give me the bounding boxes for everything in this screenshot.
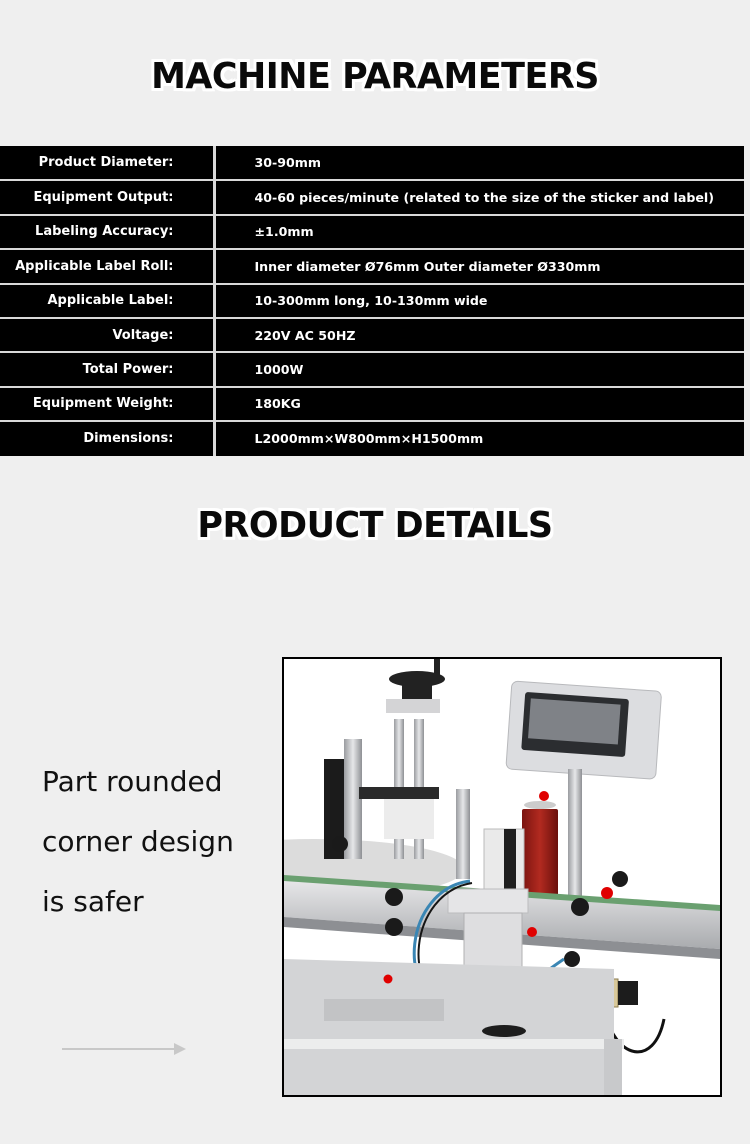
machine-parameters-title: MACHINE PARAMETERS [151, 56, 599, 97]
table-row [0, 387, 744, 421]
param-label: Equipment Output: [0, 180, 214, 214]
param-value: ±1.0mm [214, 215, 744, 249]
table-row [0, 421, 744, 455]
caption-line: corner design [42, 825, 234, 858]
param-value: L2000mm×W800mm×H1500mm [214, 421, 744, 455]
parameters-table [0, 146, 744, 456]
table-row [0, 249, 744, 283]
detail-caption [42, 752, 234, 932]
param-value: 180KG [214, 387, 744, 421]
table-row [0, 180, 744, 214]
table-row [0, 284, 744, 318]
param-value: 10-300mm long, 10-130mm wide [214, 284, 744, 318]
param-value: 220V AC 50HZ [214, 318, 744, 352]
param-value: 40-60 pieces/minute (related to the size of the sticker and label) [214, 180, 744, 214]
param-label: Voltage: [0, 318, 214, 352]
touch-screen-panel [506, 681, 662, 779]
param-label: Total Power: [0, 352, 214, 386]
param-label: Labeling Accuracy: [0, 215, 214, 249]
param-label: Dimensions: [0, 421, 214, 455]
param-label: Product Diameter: [0, 146, 214, 180]
param-value: Inner diameter Ø76mm Outer diameter Ø330mm [214, 249, 744, 283]
table-row [0, 146, 744, 180]
caption-line: is safer [42, 885, 144, 918]
param-label: Applicable Label Roll: [0, 249, 214, 283]
labeling-machine-illustration [284, 659, 720, 1095]
caption-line: Part rounded [42, 765, 223, 798]
param-label: Equipment Weight: [0, 387, 214, 421]
table-row [0, 318, 744, 352]
table-row [0, 352, 744, 386]
arrow-right-icon [62, 1043, 186, 1055]
table-row [0, 215, 744, 249]
param-label: Applicable Label: [0, 284, 214, 318]
param-value: 30-90mm [254, 155, 322, 171]
product-details-title: PRODUCT DETAILS [197, 505, 553, 546]
param-value: 1000W [214, 352, 744, 386]
machine-photo [282, 657, 722, 1097]
